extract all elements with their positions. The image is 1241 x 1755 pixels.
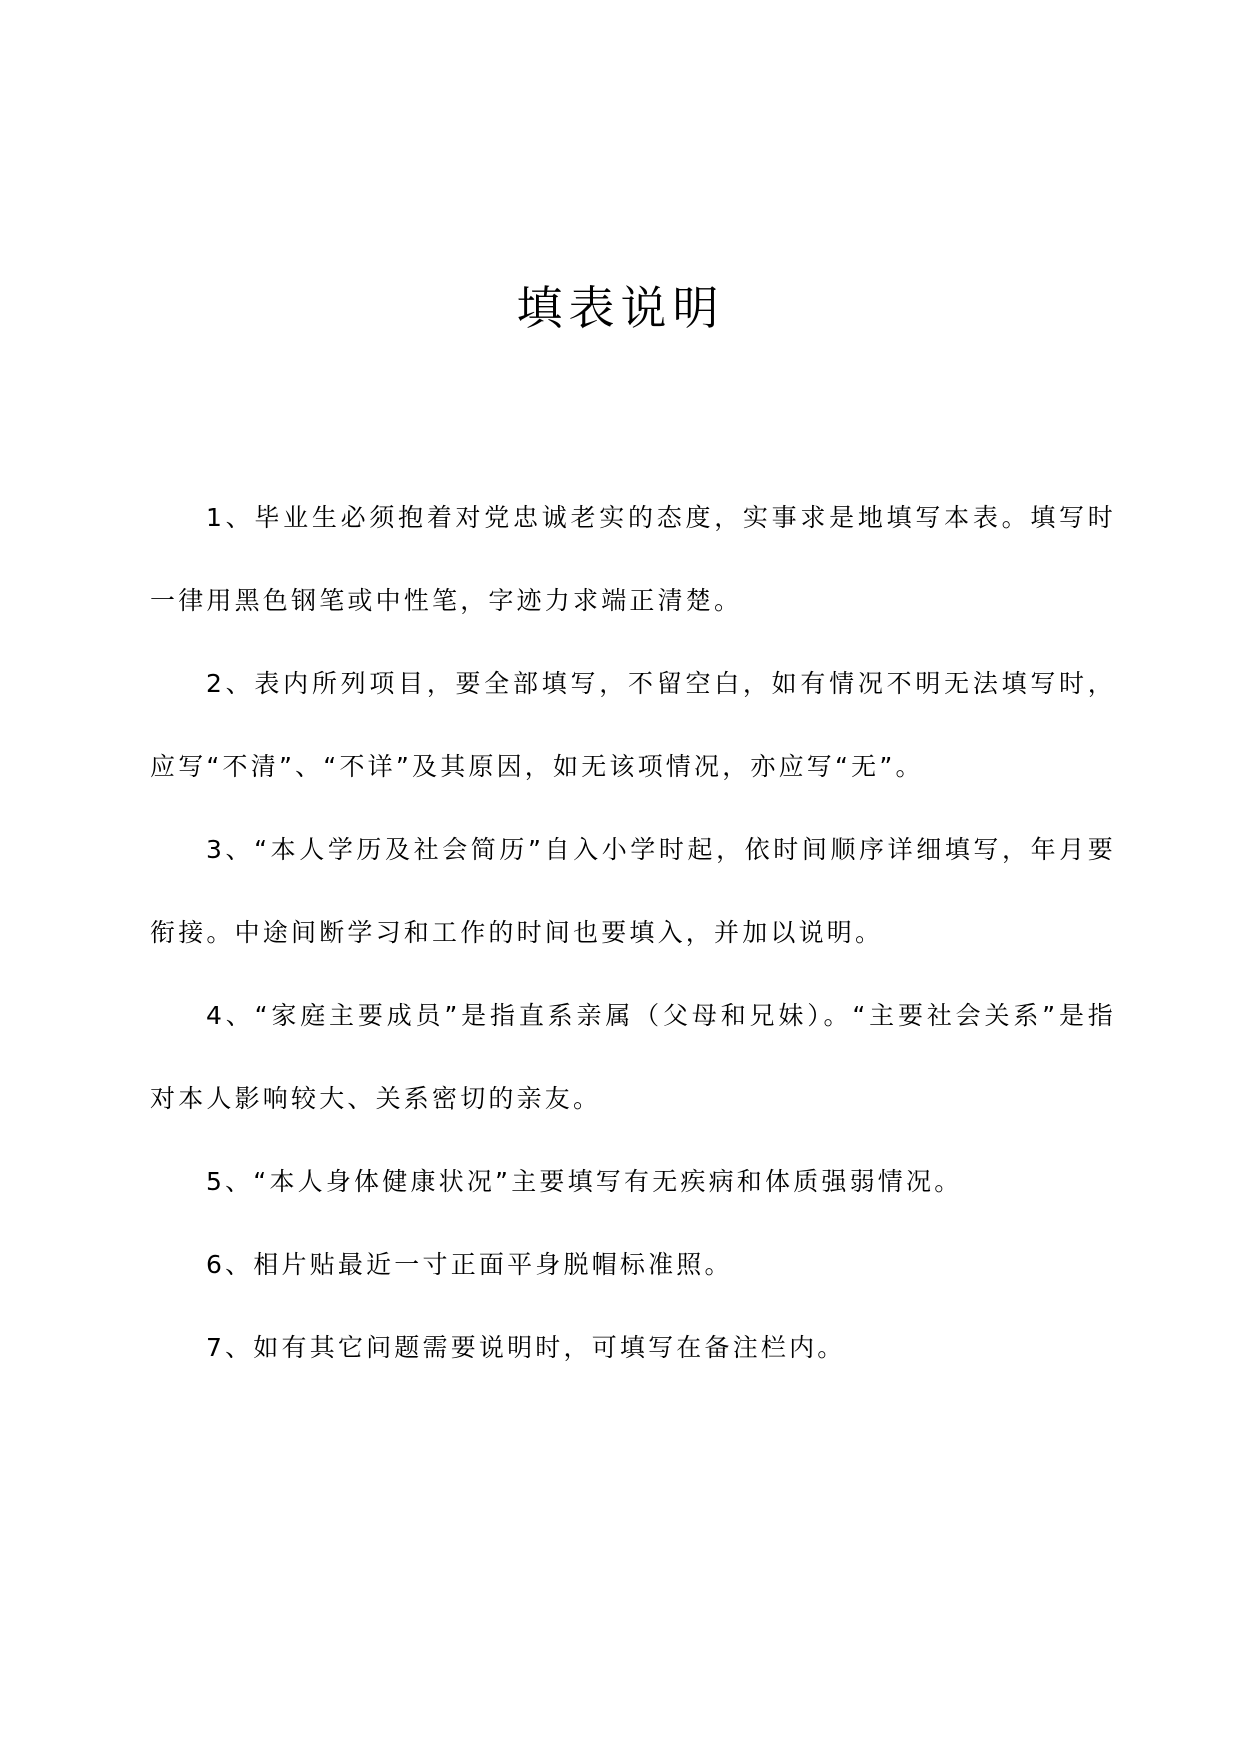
instruction-item-1: 1、毕业生必须抱着对党忠诚老实的态度，实事求是地填写本表。填写时一律用黑色钢笔或中性笔，字迹力求端正清楚。 (150, 503, 1116, 615)
instruction-item-2: 2、表内所列项目，要全部填写，不留空白，如有情况不明无法填写时，应写“不清”、“不详”及其原因，如无该项情况，亦应写“无”。 (150, 669, 1116, 781)
page-title: 填表说明 (516, 281, 725, 335)
instruction-item-6: 6、相片贴最近一寸正面平身脱帽标准照。 (206, 1250, 733, 1279)
instruction-item-4: 4、“家庭主要成员”是指直系亲属（父母和兄妹）。“主要社会关系”是指对本人影响较大、关系密切的亲友。 (150, 1001, 1116, 1113)
instruction-item-5: 5、“本人身体健康状况”主要填写有无疾病和体质强弱情况。 (206, 1167, 963, 1196)
instruction-item-7: 7、如有其它问题需要说明时，可填写在备注栏内。 (206, 1333, 846, 1362)
instructions-list (150, 476, 1116, 1389)
instruction-item-3: 3、“本人学历及社会简历”自入小学时起，依时间顺序详细填写，年月要衔接。中途间断学习和工作的时间也要填入，并加以说明。 (150, 835, 1116, 947)
